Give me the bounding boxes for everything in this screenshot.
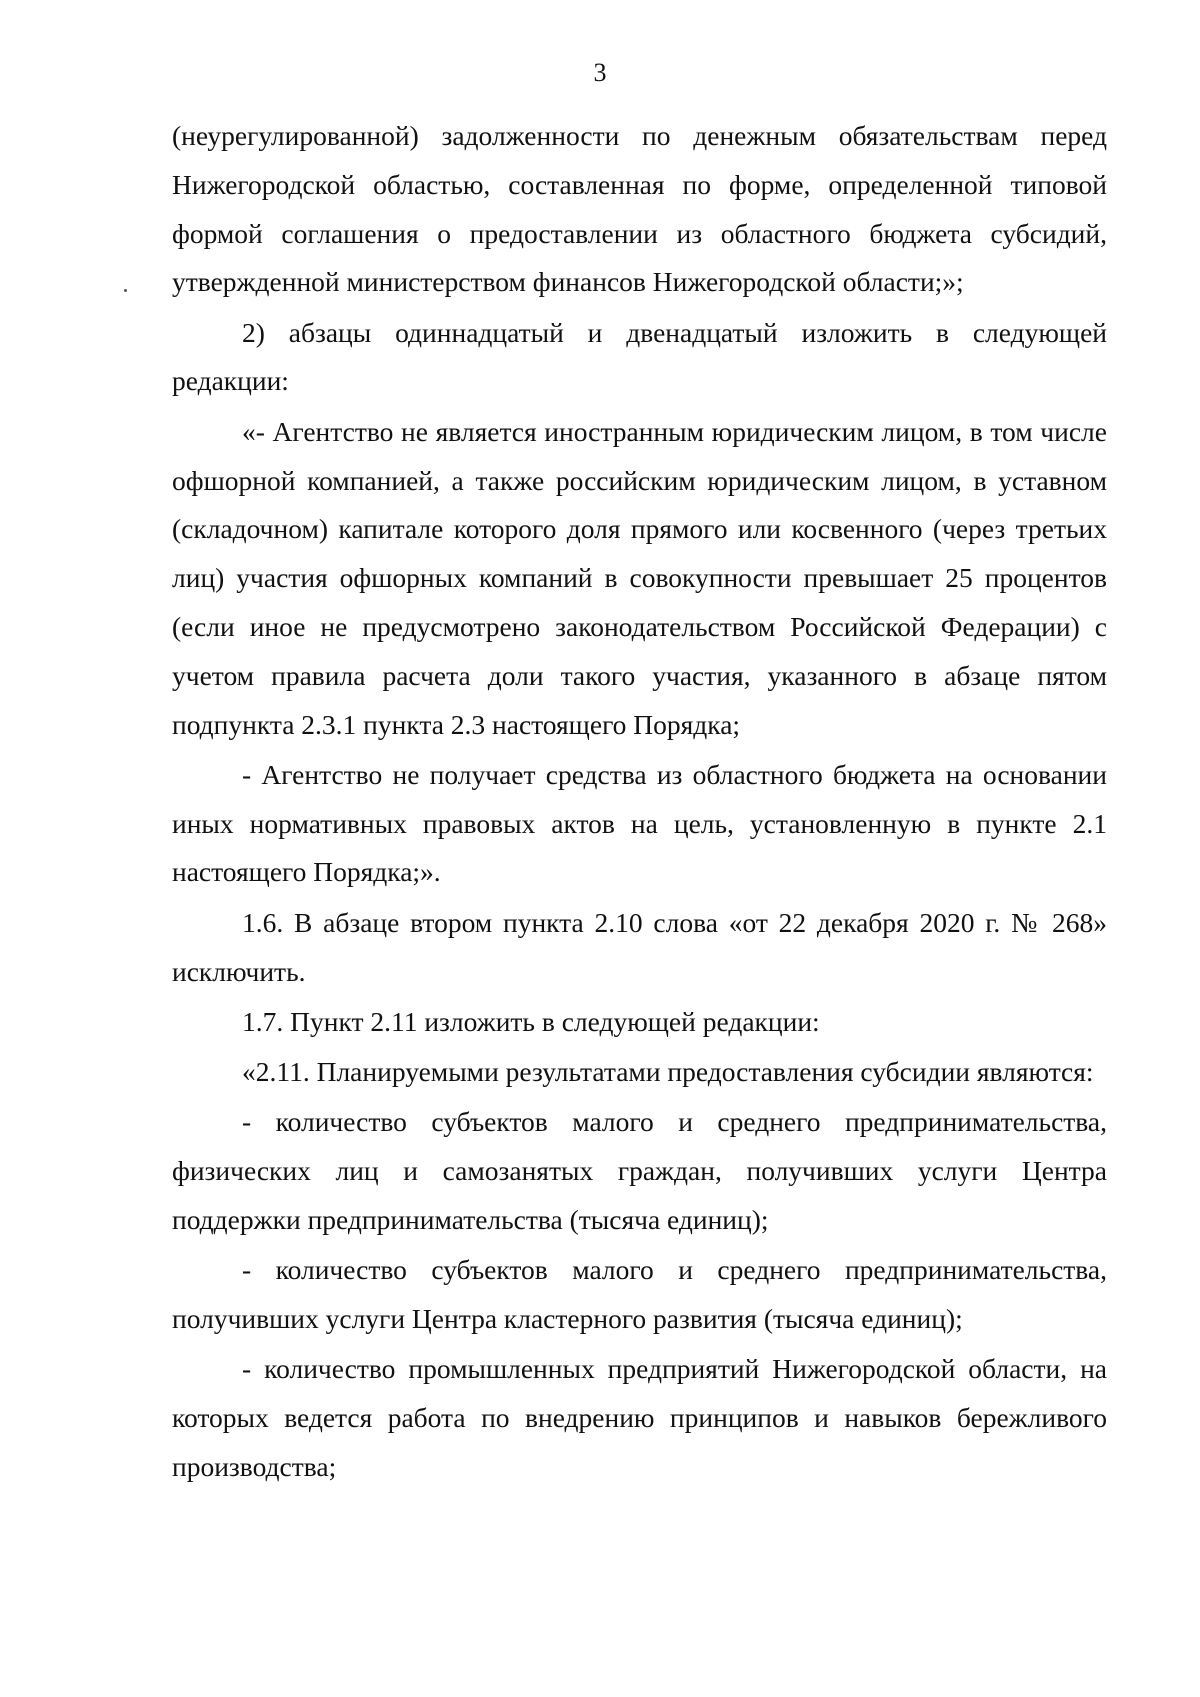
document-body [172, 112, 1107, 1492]
paragraph-continuation: (неурегулированной) задолженности по денежным обязательствам перед Нижегородской областью, составленная по форме, определенной типовой формой соглашения о предоставлении из областного бюджета субсидий, утвержденной министерством финансов Нижегородской области;»; [172, 120, 1107, 298]
paragraph-agency-budget-funds: - Агентство не получает средства из областного бюджета на основании иных нормативных правовых актов на цель, установленную в пункте 2.1 настоящего Порядка;». [172, 758, 1107, 888]
paragraph-1-7: 1.7. Пункт 2.11 изложить в следующей редакции: [242, 1005, 820, 1037]
paragraph-quoted-agency-offshore: «- Агентство не является иностранным юридическим лицом, в том числе офшорной компанией, а также российским юридическим лицом, в уставном (складочном) капитале которого доля прямого или косвенного (через третьих лиц) участия офшорных компаний в совокупности превышает 25 процентов (если иное не предусмотрено законодательством Российской Федерации) с учетом правила расчета доли такого участия, указанного в абзаце пятом подпункта 2.3.1 пункта 2.3 настоящего Порядка; [172, 415, 1107, 740]
scan-speck [124, 289, 127, 292]
page-number: 3 [593, 58, 607, 87]
paragraph-2-11: «2.11. Планируемыми результатами предоставления субсидии являются: [242, 1056, 1094, 1088]
paragraph-item-2: 2) абзацы одиннадцатый и двенадцатый изложить в следующей редакции: [172, 316, 1107, 397]
list-item-support-center: - количество субъектов малого и среднего предпринимательства, физических лиц и самозанятых граждан, получивших услуги Центра поддержки предпринимательства (тысяча единиц); [172, 1106, 1107, 1236]
list-item-cluster-center: - количество субъектов малого и среднего предпринимательства, получивших услуги Центра кластерного развития (тысяча единиц); [172, 1254, 1107, 1335]
paragraph-1-6: 1.6. В абзаце втором пункта 2.10 слова «от 22 декабря 2020 г. № 268» исключить. [172, 906, 1107, 987]
list-item-lean-production: - количество промышленных предприятий Нижегородской области, на которых ведется работа по внедрению принципов и навыков бережливого производства; [172, 1353, 1107, 1483]
